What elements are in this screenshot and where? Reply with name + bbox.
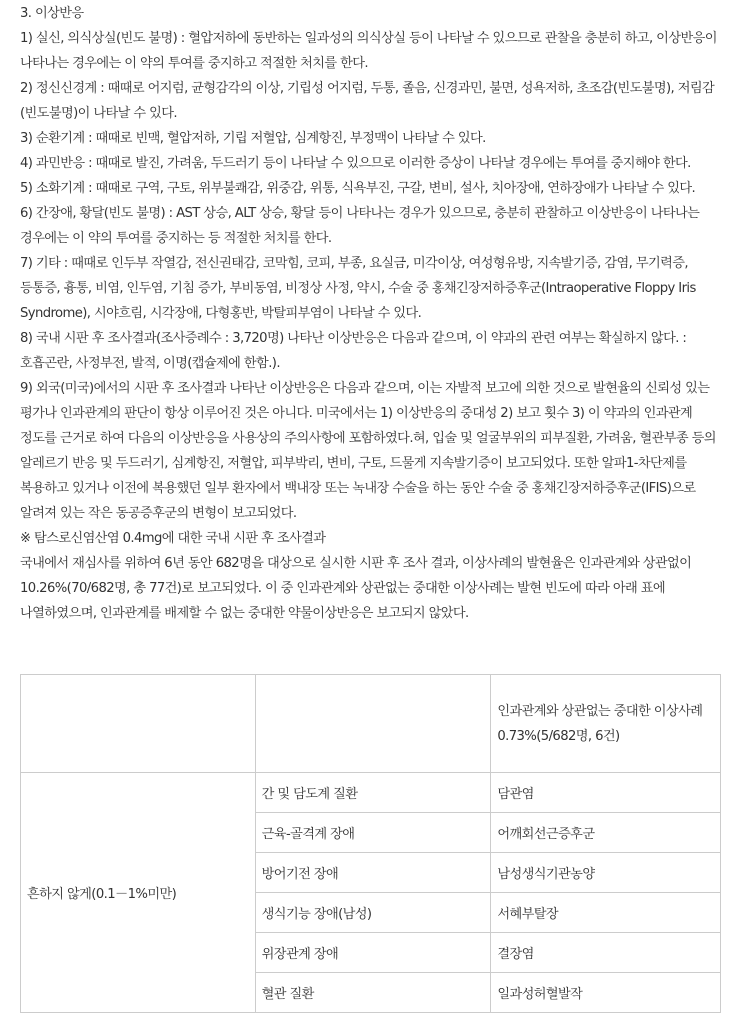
event-cell: 결장염 <box>491 933 721 973</box>
system-cell: 위장관계 장애 <box>255 933 491 973</box>
header-rate: 0.73%(5/682명, 6건) <box>497 728 620 744</box>
system-cell: 근육-골격계 장애 <box>255 813 491 853</box>
paragraph-other: 7) 기타 : 때때로 인두부 작열감, 전신권태감, 코막힘, 코피, 부종, 요실금, 미각이상, 여성형유방, 지속발기증, 감염, 무기력증, 등통증, 흉통, 비염, 인두염, 기침 증가, 부비동염, 비정상 사정, 약시, 수술 중 홍채긴장저하증후군(Intraoperative Floppy Iris Syndrome), 시야흐림, 시각장애, 다형홍반, 박탈피부염이 나타날 수 있다. <box>20 256 696 321</box>
system-cell: 간 및 담도계 질환 <box>255 773 491 813</box>
adverse-events-table <box>20 674 721 1013</box>
event-cell: 서혜부탈장 <box>491 893 721 933</box>
event-cell: 남성생식기관농양 <box>491 853 721 893</box>
paragraph-hypersensitivity: 4) 과민반응 : 때때로 발진, 가려움, 두드러기 등이 나타날 수 있으므로 이러한 증상이 나타날 경우에는 투여를 중지해야 한다. <box>20 156 691 171</box>
paragraph-reexamination: 국내에서 재심사를 위하여 6년 동안 682명을 대상으로 실시한 시판 후 조사 결과, 이상사례의 발현율은 인과관계와 상관없이 10.26%(70/682명, 총 77건)로 보고되었다. 이 중 인과관계와 상관없는 중대한 이상사례는 발현 빈도에 따라 아래 표에 나열하였으며, 인과관계를 배제할 수 없는 중대한 약물이상반응은 보고되지 않았다. <box>20 556 692 621</box>
paragraph-domestic-survey: 8) 국내 시판 후 조사결과(조사증례수 : 3,720명) 나타난 이상반응은 다음과 같으며, 이 약과의 관련 여부는 확실하지 않다. : 호흡곤란, 사정부전, 발적, 이명(캡슐제에 한함.). <box>20 331 687 371</box>
paragraph-syncope: 1) 실신, 의식상실(빈도 불명) : 혈압저하에 동반하는 일과성의 의식상실 등이 나타날 수 있으므로 관찰을 충분히 하고, 이상반응이 나타나는 경우에는 이 약의 투여를 중지하고 적절한 처치를 한다. <box>20 31 717 71</box>
header-cell-empty-1 <box>21 675 256 773</box>
table-row <box>21 773 721 813</box>
document-body <box>20 0 728 626</box>
paragraph-circulatory: 3) 순환기계 : 때때로 빈맥, 혈압저하, 기립 저혈압, 심계항진, 부정맥이 나타날 수 있다. <box>20 131 486 146</box>
section-title: 3. 이상반응 <box>20 6 84 21</box>
header-cell-serious-events <box>491 675 721 773</box>
system-cell: 혈관 질환 <box>255 973 491 1013</box>
paragraph-liver: 6) 간장애, 황달(빈도 불명) : AST 상승, ALT 상승, 황달 등이 나타나는 경우가 있으므로, 충분히 관찰하고 이상반응이 나타나는 경우에는 이 약의 투여를 중지하는 등 적절한 처치를 한다. <box>20 206 700 246</box>
header-title: 인과관계와 상관없는 중대한 이상사례 <box>497 703 703 719</box>
event-cell: 담관염 <box>491 773 721 813</box>
frequency-cell: 흔하지 않게(0.1－1%미만) <box>21 773 256 1013</box>
system-cell: 생식기능 장애(남성) <box>255 893 491 933</box>
paragraph-digestive: 5) 소화기계 : 때때로 구역, 구토, 위부불쾌감, 위중감, 위통, 식욕부진, 구갈, 변비, 설사, 치아장애, 연하장애가 나타날 수 있다. <box>20 181 696 196</box>
system-cell: 방어기전 장애 <box>255 853 491 893</box>
event-cell: 일과성허혈발작 <box>491 973 721 1013</box>
header-cell-empty-2 <box>255 675 491 773</box>
event-cell: 어깨회선근증후군 <box>491 813 721 853</box>
table-header-row <box>21 675 721 773</box>
paragraph-foreign-survey: 9) 외국(미국)에서의 시판 후 조사결과 나타난 이상반응은 다음과 같으며, 이는 자발적 보고에 의한 것으로 발현율의 신뢰성 있는 평가나 인과관계의 판단이 항상 이루어진 것은 아니다. 미국에서는 1) 이상반응의 중대성 2) 보고 횟수 3) 이 약과의 인과관계 정도를 근거로 하여 다음의 이상반응을 사용상의 주의사항에 포함하였다.혀, 입술 및 얼굴부위의 피부질환, 가려움, 혈관부종 등의 알레르기 반응 및 두드러기, 심계항진, 저혈압, 피부박리, 변비, 구토, 드물게 지속발기증이 보고되었다. 또한 알파1-차단제를 복용하고 있거나 이전에 복용했던 일부 환자에서 백내장 또는 녹내장 수술을 하는 동안 수술 중 홍채긴장저하증후군(IFIS)으로 알려져 있는 작은 동공증후군의 변형이 보고되었다. <box>20 381 716 521</box>
paragraph-neuropsychiatric: 2) 정신신경계 : 때때로 어지럼, 균형감각의 이상, 기립성 어지럼, 두통, 졸음, 신경과민, 불면, 성욕저하, 초조감(빈도불명), 저림감(빈도불명)이 나타날 수 있다. <box>20 81 715 121</box>
note-heading: ※ 탐스로신염산염 0.4mg에 대한 국내 시판 후 조사결과 <box>20 531 326 546</box>
